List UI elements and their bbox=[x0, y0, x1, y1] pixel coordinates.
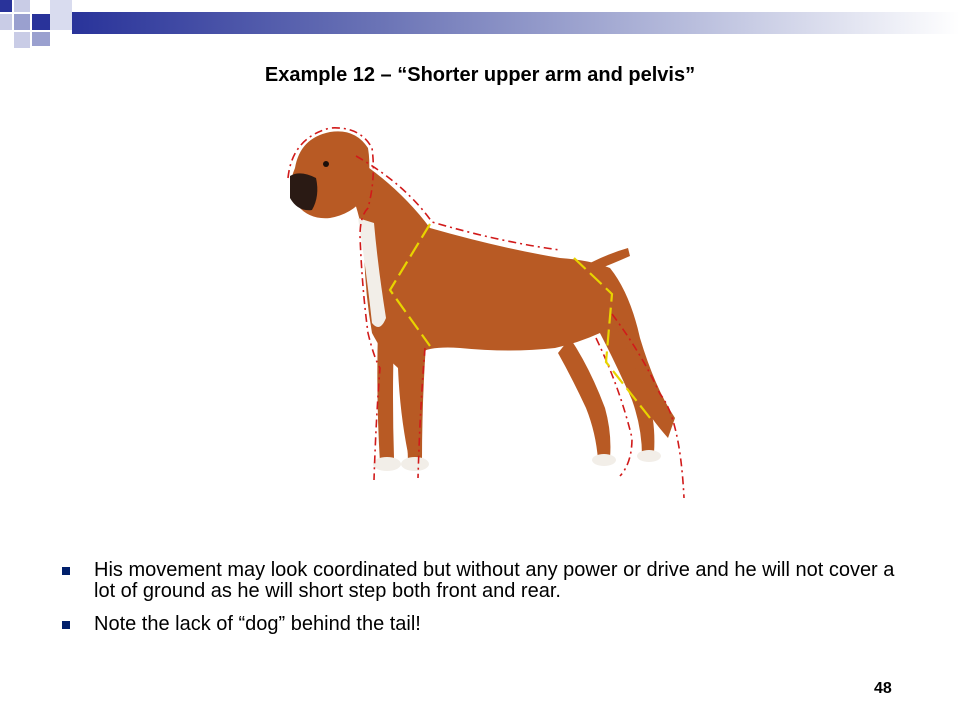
header-square-dark-2 bbox=[32, 14, 50, 30]
bullet-text: Note the lack of “dog” behind the tail! bbox=[94, 613, 421, 635]
bullet-item bbox=[58, 614, 908, 635]
header-square-light-2 bbox=[0, 14, 12, 30]
header-square-light-3 bbox=[50, 0, 72, 30]
header-square-light-4 bbox=[14, 32, 30, 48]
slide-title: Example 12 – “Shorter upper arm and pelvis” bbox=[264, 64, 696, 86]
header-gradient-bar bbox=[72, 12, 960, 34]
square-bullet-icon bbox=[62, 621, 70, 629]
header-square-light-1 bbox=[14, 0, 30, 12]
dog-muzzle bbox=[290, 173, 317, 210]
dog-eye bbox=[323, 161, 329, 167]
boxer-dog-illustration bbox=[260, 118, 710, 508]
bullet-list bbox=[58, 560, 908, 647]
dog-body bbox=[291, 131, 675, 464]
header-square-mid-2 bbox=[32, 32, 50, 46]
square-bullet-icon bbox=[62, 567, 70, 575]
bullet-text: His movement may look coordinated but without any power or drive and he will not cover a lot of ground as he will short step both front and rear. bbox=[94, 559, 895, 602]
page-number: 48 bbox=[874, 680, 892, 697]
header-square-mid-1 bbox=[14, 14, 30, 30]
header-square-dark-1 bbox=[0, 0, 12, 12]
bullet-item bbox=[58, 560, 908, 602]
